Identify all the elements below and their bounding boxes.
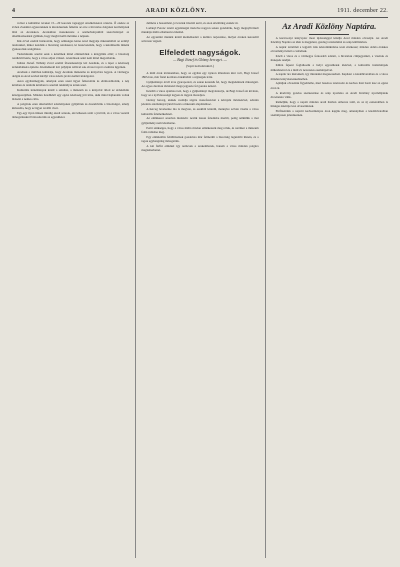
paragraph: Reméljük, hogy a naptár minden aradi házban otthonra talál, és az új esztendőben is hűséges kísérője lesz olvasóinknak. bbox=[270, 99, 388, 108]
paragraph: Ladányi Ferenc tanári egyéniségét tisztelve nagyon sokan gondolták, hogy megnyilvánult munkája méltó elismerést érdemel. bbox=[141, 25, 259, 35]
headline-divider bbox=[309, 34, 349, 35]
article-subtitle: — Bagi József és Glózny herceget. — bbox=[173, 58, 227, 63]
paragraph: Közli a város és a vármegye fontosabb adatait, a hivatalok címjegyzékét, a vásárok és ünnepek rendjét. bbox=[270, 54, 388, 63]
column-2 bbox=[135, 21, 258, 558]
paragraph: Azon egyházmegyék, amelyek ezen szent ügyet felkarolták és előmozdították, a nép körében és tanítóik körében is szerinti tekintélyre tettek szert. bbox=[12, 79, 130, 88]
paragraph: Juhász József. Néhány évvel ezelőtt főszerkesztője lett Aradnak, és a lapot a közösség érdeklődésére építette. Kiemelkedő írói pályáján tollával sok olvasót nyert a kultúra ügyének. bbox=[12, 61, 130, 70]
article-byline: (Saját tudósítónktól.) bbox=[186, 64, 214, 69]
paragraph: Glózny herceg, akinek családja régóta összefonódott a környék történetével, szintén jelentős adománnyal járult hozzá a múzeum alapításához. bbox=[141, 98, 259, 107]
paragraph: Külön fejezet foglalkozik a helyi egyesületek életével, a kulturális intézmények működésével és a múlt év nevezetes eseményeivel. bbox=[270, 63, 388, 72]
article-title: Elfeledett nagyságok. bbox=[159, 48, 241, 58]
paragraph: A polgárok ezen alkalomból adományokat gyűjtöttek és összehívták a bizottságot, amely kimondta, hogy az ügyet tovább viszi. bbox=[12, 101, 130, 110]
paragraph: volnai a kultúrház teveket 15—20 koronás tagsaggal Aradkétszerez részére. Ő ezekre az évben évenkint egyszereknek is kirendezések felkérte az erre a hivatalos dolgokat kormánynak által az Aradokon. Aradokban összekereste a szemelvényekből szerelvénnyel az alkalmazásokkal gyűlnek, hogy meglát kellő mértéke a népnek. bbox=[12, 21, 130, 38]
paragraph: A naptár tartalmát a legjobb írók közreműködése teszi értékessé; minden oldala érdekes olvasmányt kínál a családnak. bbox=[270, 45, 388, 54]
paragraph: Egy-egy ilyen ülésen mindig akadt szónok, aki lelkesen szólt a jövőről, és a város vezetői támogatásukról biztosították az egyesületet. bbox=[12, 110, 130, 119]
paragraph: Ajánljuk olvasóink figyelmébe, mert hasznos tanácsadó és kedves házi barát lesz az egész éven át. bbox=[270, 81, 388, 90]
paragraph: Gyűjteménye évről évre gyarapodott, és sokan keresték fel, hogy megtekintsék ritkaságait. Az egyes darabok történetét maga jegyezte fel gondos kézzel. bbox=[141, 80, 259, 89]
paragraph: Később a város ajánlatot tett, hogy a gyűjteményt megvásárolja, de Bagi József azt kívánta, hogy az a nyilvánosságé legyen és ingyen maradjon. bbox=[141, 89, 259, 98]
paragraph: delmére a hasonmást, jó levelek írásától azért, és azon értelmileg eszköz út. bbox=[146, 21, 239, 25]
paragraph: Aradnak a múltban kultúrája, hogy Aradnak múzeuma és könyvtára legyen. A vármegye dolgán és Arad szabad királyi város közös javára kellett kidolgozni. bbox=[12, 70, 130, 79]
paragraph: A két férfiú emlékét így nemcsak a szakemberek, hanem a város minden polgára megismerhetné. bbox=[141, 143, 259, 152]
paper-name: ARADI KÖZLÖNY. bbox=[145, 8, 207, 14]
paragraph: Az egyesület munkái közül kiemelkedett a kultúra terjesztése, melyet éveken keresztül szívósan végzett. bbox=[141, 34, 259, 44]
paragraph: Tudomásunk szerint ezek a kérelmek mind elintéződtek a közgyűlés előtt; a bizottság rendkívül kérte, hogy a város adjon választ. A kérdések azért nem mind megoldottak. bbox=[12, 51, 130, 61]
paragraph: Egy emléktábla felállításának gondolata már felmerült a bizottság legutóbbi ülésén, és a tagok egyhangúlag támogatták. bbox=[141, 134, 259, 143]
section-headline: Az Aradi Közlöny Naptára. bbox=[282, 21, 377, 31]
paragraph: A karácsonyi könyvpiac most újdonsággal kínálja Arad minden olvasóját. Az Aradi Közlöny Naptára az idén is megjelent, gazdag tartalommal és szép kiállításban. bbox=[270, 36, 388, 45]
column-3 bbox=[265, 21, 388, 558]
paragraph: Ezért szükséges, hogy a város méltó módon emlékezzék meg róluk, és nevüket a múzeum falán örökítse meg. bbox=[141, 125, 259, 134]
paragraph: A kiadvány gondos szerkesztése és szép nyomása az Aradi Közlöny nyomdájának dicséretére válik. bbox=[270, 90, 388, 99]
paragraph: A múlt évek történetében, hogy az egyház egy nyáron állandóan kint volt, Bagi József 1863-ban, már fiatal korában érdeklődött a régiségek iránt. bbox=[141, 70, 259, 80]
paragraph: Kulturális intézmények közül a színház, a múzeum és a könyvtár állott az érdeklődés középpontjában. Minden tizedikből egy egész közösség jött létre, akik mind hajlandók voltak áldozni a nemes célra. bbox=[12, 88, 130, 101]
text-columns bbox=[12, 21, 388, 558]
paragraph: A herceg levelezése ma is megvan, és ezekből kiderül, mennyire szívén viselte a város kulturális felemelkedését. bbox=[141, 107, 259, 116]
paragraph: Kik évvel ezelőtt határozták, hogy szükséges lenne Arad megyéje múzeumából az erdélyi tanárokkal, mikor kezdték a bizottság rendszerei, ki összevetették, hogy a kérelmezők miként gyakoroltak szolgálatot. bbox=[12, 38, 130, 52]
paragraph: Előfizetőink a naptárt kedvezményes áron kapják meg, amennyiben a kiadóhivatalban személyesen jelentkeznek. bbox=[270, 108, 388, 117]
issue-date: 1911. december 22. bbox=[337, 8, 388, 14]
column-1 bbox=[12, 21, 129, 558]
page-header bbox=[12, 8, 388, 14]
header-rule bbox=[12, 17, 388, 18]
paragraph: Az emlékezet azonban mulandó: nevük lassan feledésbe merült, pedig nélkülük a mai gyűjtemény nem létezhetne. bbox=[141, 116, 259, 125]
page-number: 4 bbox=[12, 8, 16, 14]
paragraph: A naptár ára mérsékelt, így mindenki megszerezheti. Kapható a kiadóhivatalban és a város minden könyvkereskedésében. bbox=[270, 72, 388, 81]
